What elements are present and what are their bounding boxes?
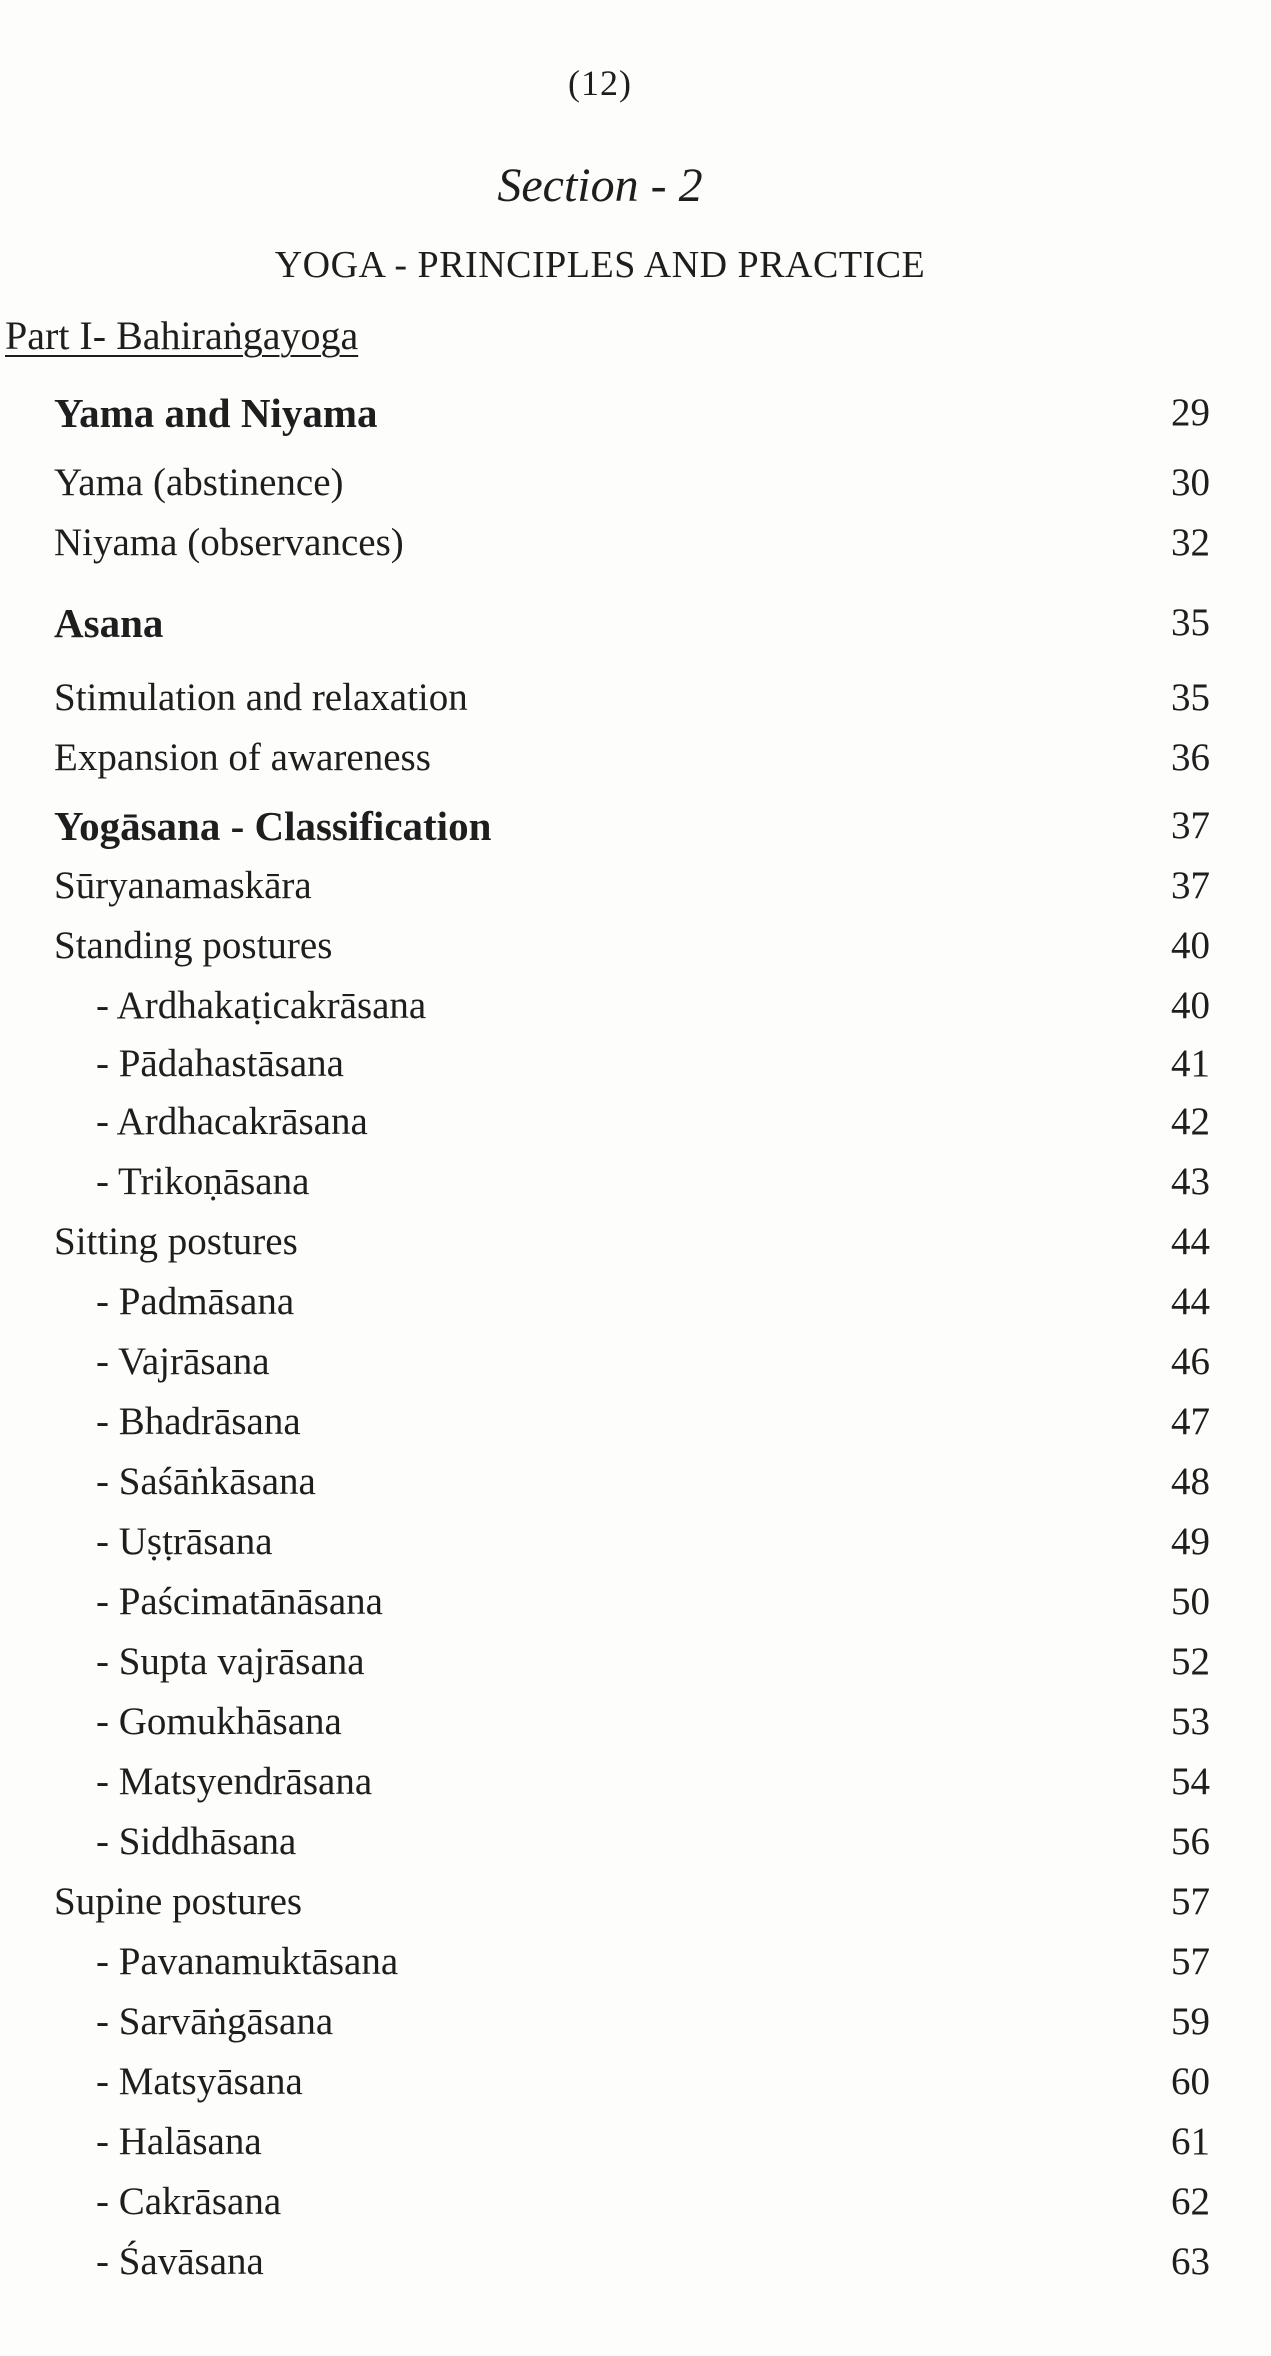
toc-entry-label: - Supta vajrāsana	[96, 1640, 365, 1683]
toc-entry-label: Yama (abstinence)	[54, 461, 344, 504]
toc-entry	[0, 455, 1271, 511]
toc-entry-label: - Padmāsana	[96, 1280, 295, 1323]
toc-entry-page: 44	[1171, 1220, 1210, 1263]
toc-entry-page: 30	[1171, 461, 1210, 504]
toc-entry-label: - Siddhāsana	[96, 1820, 297, 1863]
toc-entry	[0, 670, 1271, 726]
toc-entry	[0, 1934, 1271, 1990]
toc-entry-page: 59	[1171, 2000, 1210, 2043]
toc-entry-page: 57	[1171, 1880, 1210, 1923]
toc-entry	[0, 1214, 1271, 1270]
toc-entry	[0, 730, 1271, 786]
toc-entry	[0, 1094, 1271, 1150]
toc-entry	[0, 1574, 1271, 1630]
toc-entry-label: - Matsyendrāsana	[96, 1760, 373, 1803]
toc-entry-page: 54	[1171, 1760, 1210, 1803]
part-title: Part I- Bahiraṅgayoga	[5, 313, 359, 358]
toc-entry-page: 57	[1171, 1940, 1210, 1983]
toc-entry-label: Supine postures	[54, 1880, 303, 1923]
toc-entry-label: - Pādahastāsana	[96, 1042, 344, 1085]
toc-entry-page: 37	[1171, 864, 1210, 907]
toc-entry	[0, 1454, 1271, 1510]
toc-entry-page: 44	[1171, 1280, 1210, 1323]
toc-entry	[0, 1394, 1271, 1450]
toc-entry-label: - Gomukhāsana	[96, 1700, 342, 1743]
toc-entry-label: - Vajrāsana	[96, 1340, 270, 1383]
toc-entry	[0, 2114, 1271, 2170]
toc-entry-page: 29	[1171, 391, 1210, 434]
toc-entry-page: 42	[1171, 1100, 1210, 1143]
toc-entry-label: - Halāsana	[96, 2120, 262, 2163]
toc-entry-page: 40	[1171, 984, 1210, 1027]
toc-entry	[0, 1154, 1271, 1210]
toc-entry-label: Sūryanamaskāra	[54, 864, 312, 907]
toc-entry	[0, 2174, 1271, 2230]
toc-entry-label: Expansion of awareness	[54, 736, 431, 779]
toc-entry-page: 35	[1171, 676, 1210, 719]
toc-entry	[0, 1514, 1271, 1570]
toc-entry-label: - Bhadrāsana	[96, 1400, 301, 1443]
toc-entry-page: 60	[1171, 2060, 1210, 2103]
toc-entry	[0, 1994, 1271, 2050]
toc-entry-label: Asana	[54, 600, 164, 646]
toc-entry	[0, 978, 1271, 1034]
toc-entry-page: 50	[1171, 1580, 1210, 1623]
toc-entry-label: - Matsyāsana	[96, 2060, 303, 2103]
toc-entry-label: - Saśāṅkāsana	[96, 1460, 316, 1503]
toc-entry-page: 52	[1171, 1640, 1210, 1683]
toc-entry	[0, 858, 1271, 914]
toc-entry-page: 43	[1171, 1160, 1210, 1203]
toc-entry	[0, 1874, 1271, 1930]
toc-entry-page: 35	[1171, 601, 1210, 644]
toc-entry	[0, 2054, 1271, 2110]
toc-entry-label: Sitting postures	[54, 1220, 298, 1263]
toc-entry-page: 49	[1171, 1520, 1210, 1563]
toc-entry-label: - Sarvāṅgāsana	[96, 2000, 334, 2043]
toc-entry	[0, 595, 1271, 651]
toc-entry-label: Stimulation and relaxation	[54, 676, 468, 719]
toc-entry-label: Niyama (observances)	[54, 521, 404, 564]
toc-entry	[0, 798, 1271, 854]
toc-entry-page: 40	[1171, 924, 1210, 967]
toc-entry-page: 48	[1171, 1460, 1210, 1503]
toc-entry-page: 56	[1171, 1820, 1210, 1863]
section-title: Section - 2	[497, 159, 703, 212]
toc-entry-page: 32	[1171, 521, 1210, 564]
toc-entry-page: 46	[1171, 1340, 1210, 1383]
section-heading: YOGA - PRINCIPLES AND PRACTICE	[274, 244, 926, 286]
toc-entry-label: Yogāsana - Classification	[54, 803, 492, 849]
toc-entry	[0, 1754, 1271, 1810]
toc-entry-label: - Ardhakaṭicakrāsana	[96, 984, 427, 1027]
toc-entry-page: 63	[1171, 2240, 1210, 2283]
toc-entry-label: - Trikoṇāsana	[96, 1160, 310, 1203]
toc-entry-page: 47	[1171, 1400, 1210, 1443]
toc-entry	[0, 1694, 1271, 1750]
toc-entry-page: 41	[1171, 1042, 1210, 1085]
toc-entry-page: 61	[1171, 2120, 1210, 2163]
toc-entry-label: Yama and Niyama	[54, 390, 378, 436]
toc-entry	[0, 1814, 1271, 1870]
toc-entry	[0, 515, 1271, 571]
toc-entry-label: - Ardhacakrāsana	[96, 1100, 368, 1143]
toc-entry-label: - Pavanamuktāsana	[96, 1940, 399, 1983]
toc-entry-page: 37	[1171, 804, 1210, 847]
toc-entry-label: Standing postures	[54, 924, 333, 967]
toc-entry-label: - Cakrāsana	[96, 2180, 282, 2223]
toc-entry	[0, 1634, 1271, 1690]
toc-entry-label: - Paścimatānāsana	[96, 1580, 383, 1623]
toc-entry	[0, 1274, 1271, 1330]
toc-entry-page: 36	[1171, 736, 1210, 779]
toc-entry	[0, 1334, 1271, 1390]
toc-entry	[0, 1036, 1271, 1092]
toc-entry-label: - Uṣṭrāsana	[96, 1520, 273, 1563]
toc-entry-label: - Śavāsana	[96, 2240, 264, 2283]
toc-entry	[0, 2234, 1271, 2290]
toc-entry-page: 62	[1171, 2180, 1210, 2223]
toc-entry-page: 53	[1171, 1700, 1210, 1743]
toc-entry	[0, 918, 1271, 974]
toc-entry	[0, 385, 1271, 441]
page-number: (12)	[568, 63, 632, 103]
